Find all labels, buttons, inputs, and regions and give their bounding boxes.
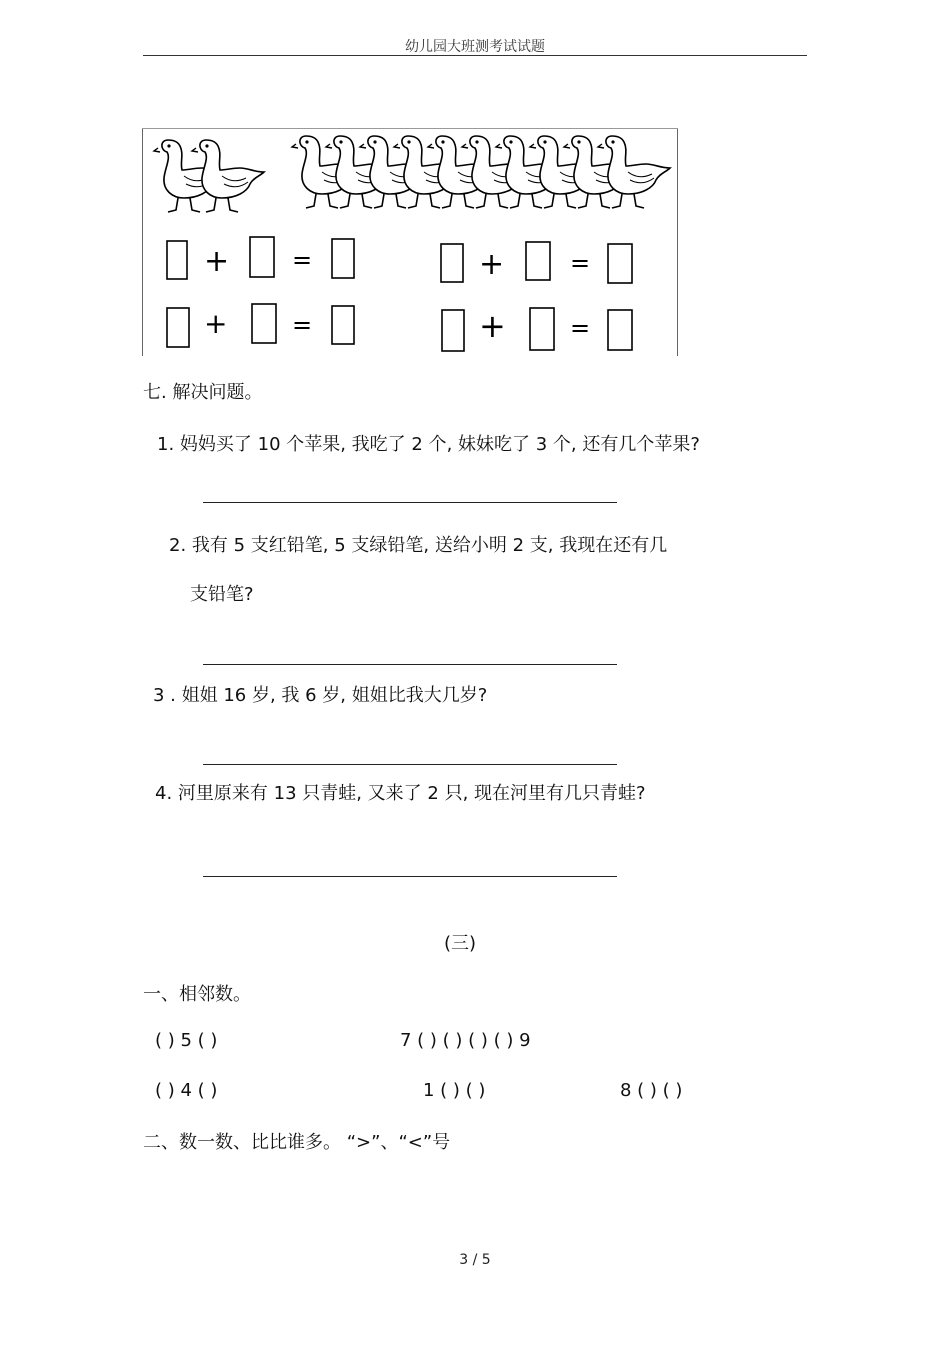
answer-line-2[interactable]: [203, 664, 617, 665]
goose-icon: [598, 136, 670, 208]
problem-1: 1. 妈妈买了 10 个苹果, 我吃了 2 个, 妹妹吃了 3 个, 还有几个苹果?: [157, 434, 700, 455]
problem-2-line-1: 2. 我有 5 支红铅笔, 5 支绿铅笔, 送给小明 2 支, 我现在还有几: [169, 535, 668, 556]
answer-box[interactable]: [441, 244, 463, 282]
problem-3: 3 . 姐姐 16 岁, 我 6 岁, 姐姐比我大几岁?: [153, 685, 488, 706]
answer-line-3[interactable]: [203, 764, 617, 765]
answer-box[interactable]: [526, 242, 550, 280]
answer-box[interactable]: [167, 308, 189, 347]
answer-box[interactable]: [250, 237, 274, 277]
adjacent-row-2-b[interactable]: 1 ( ) ( ): [423, 1080, 486, 1101]
answer-line-1[interactable]: [203, 502, 617, 503]
equals-sign: =: [570, 314, 591, 342]
answer-box[interactable]: [167, 241, 187, 279]
geese-addition-figure: [142, 128, 678, 356]
adjacent-numbers-title: 一、相邻数。: [143, 984, 251, 1005]
page-number: 3 / 5: [459, 1252, 491, 1268]
answer-box[interactable]: [442, 310, 464, 351]
equals-sign: =: [570, 249, 591, 277]
plus-sign: +: [479, 247, 505, 282]
plus-sign: +: [204, 307, 228, 340]
equation-top-left: [167, 237, 354, 279]
answer-box[interactable]: [530, 308, 554, 350]
equation-top-right: [441, 242, 632, 283]
plus-sign: +: [204, 244, 230, 279]
header-divider: [143, 55, 807, 56]
equation-bottom-left: [167, 304, 354, 347]
plus-sign: +: [479, 307, 506, 345]
adjacent-row-1-b[interactable]: 7 ( ) ( ) ( ) ( ) 9: [400, 1030, 531, 1051]
equals-sign: =: [292, 246, 313, 274]
part-3-title: (三): [444, 933, 477, 954]
adjacent-row-1-a[interactable]: ( ) 5 ( ): [155, 1030, 218, 1051]
problem-2-line-2: 支铅笔?: [190, 584, 254, 605]
page-header: 幼儿园大班测考试试题: [405, 39, 545, 55]
answer-box[interactable]: [332, 306, 354, 344]
adjacent-row-2-a[interactable]: ( ) 4 ( ): [155, 1080, 218, 1101]
answer-box[interactable]: [332, 239, 354, 278]
problem-4: 4. 河里原来有 13 只青蛙, 又来了 2 只, 现在河里有几只青蛙?: [155, 783, 646, 804]
compare-title: 二、数一数、比比谁多。 “>”、“<”号: [143, 1132, 451, 1153]
answer-box[interactable]: [608, 244, 632, 283]
section-7-title: 七. 解决问题。: [143, 382, 263, 403]
adjacent-row-2-c[interactable]: 8 ( ) ( ): [620, 1080, 683, 1101]
goose-icon: [192, 140, 264, 212]
equals-sign: =: [292, 311, 313, 339]
answer-box[interactable]: [608, 310, 632, 350]
equation-bottom-right: [442, 307, 632, 351]
answer-box[interactable]: [252, 304, 276, 343]
answer-line-4[interactable]: [203, 876, 617, 877]
